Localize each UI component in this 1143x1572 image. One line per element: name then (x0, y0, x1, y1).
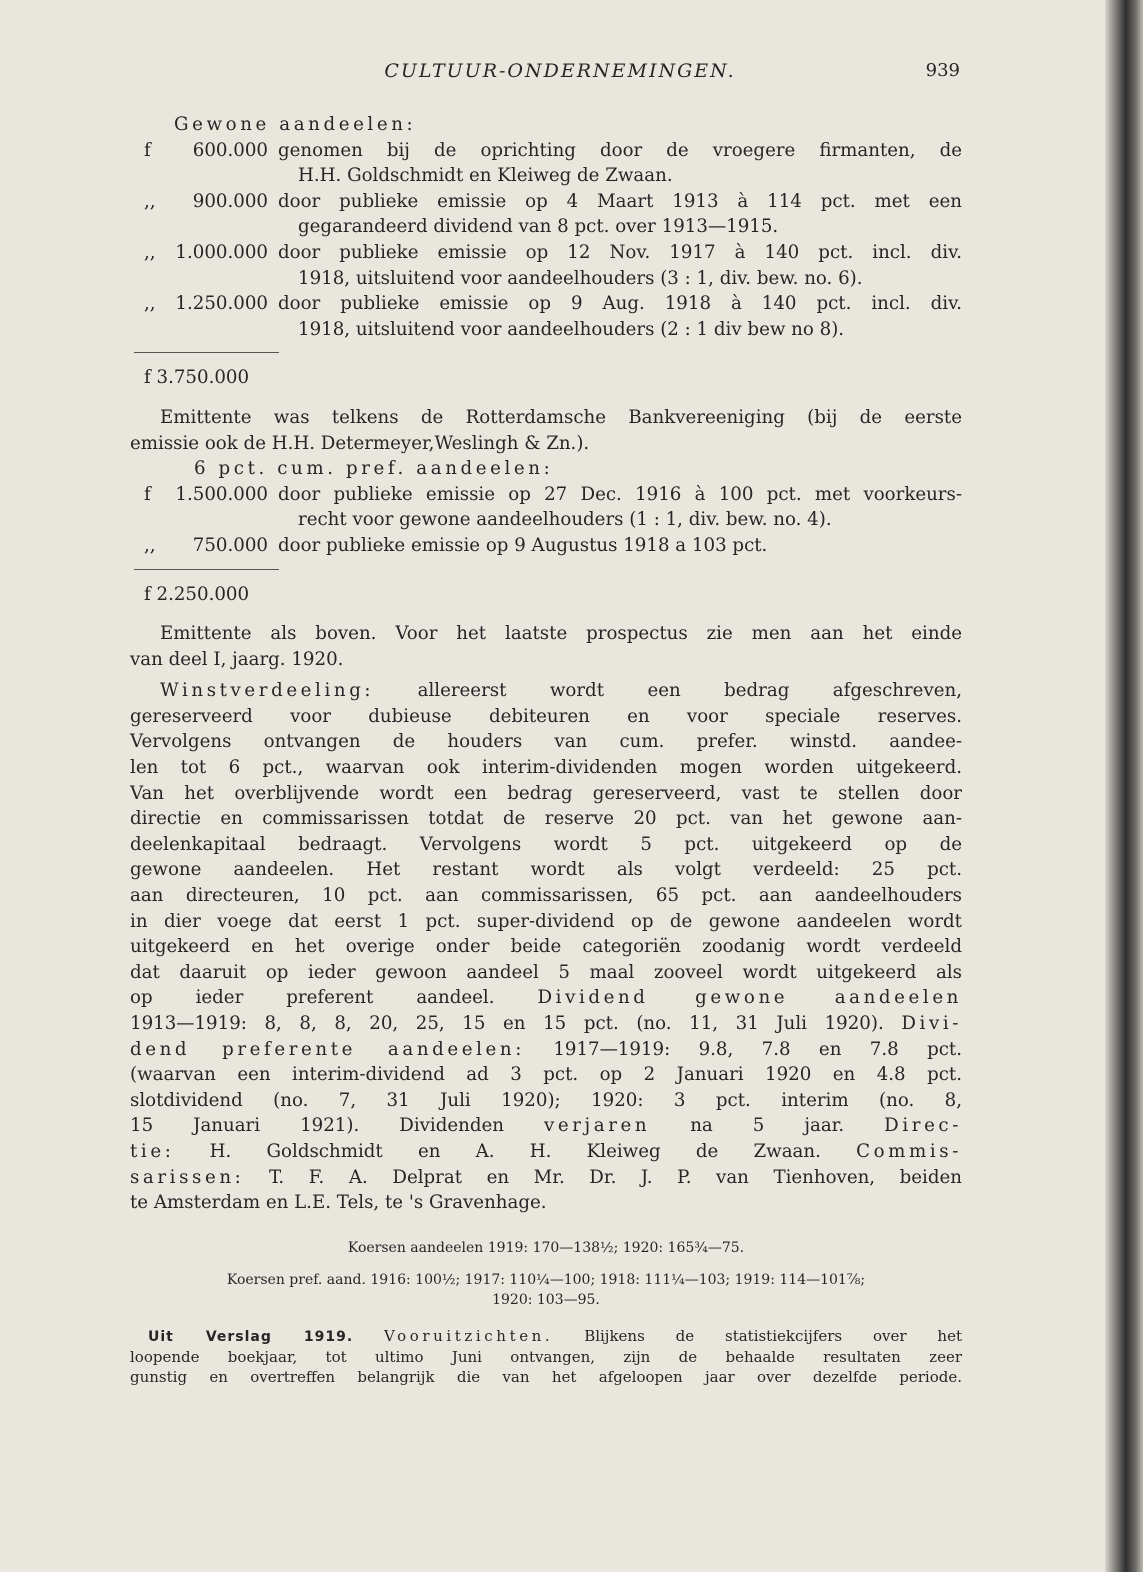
pref-issue-list (130, 482, 962, 559)
winst-line: gewone aandeelen. Het restant wordt als volgt verdeeld: 25 pct. (130, 859, 962, 881)
sum-rule (134, 569, 279, 570)
issue-row (130, 189, 962, 240)
page-edge-shadow (1105, 0, 1143, 1572)
issue-description: door publieke emissie op 4 Maart 1913 à 114 pct. met een gegarandeerd dividend van 8 pct. over 1913—1915. (278, 190, 962, 238)
issue-row (130, 138, 962, 189)
winst-line: Vervolgens ontvangen de houders van cum. prefer. winstd. aandee- (130, 731, 962, 753)
page-number: 939 (925, 60, 960, 81)
winstverdeeling-paragraph: Winstverdeeling: allereerst wordt een bedrag afgeschreven, gereserveerd voor dubieuse debiteuren en voor speciale reserves. Vervolgens ontvangen de houders van cum. prefer. winstd. aandee- len tot 6 pct., waarvan ook interim-dividenden mogen worden uitgekeerd. Van het overblijvende wordt een bedrag gereserveerd, vast te stellen door directie en commissarissen totdat de reserve 20 pct. van het gewone aan- deelenkapitaal bedraagt. Vervolgens wordt 5 pct. uitgekeerd op de gewone aandeelen. Het restant wordt als volgt verdeeld: 25 pct. aan directeuren, 10 pct. aan commissarissen, 65 pct. aan aandeelhouders in dier voege dat eerst 1 pct. super-dividend op de gewone aandeelen wordt uitgekeerd en het overige onder beide categoriën zoodanig wordt verdeeld dat daaruit op ieder gewoon aandeel 5 maal zooveel wordt uitgekeerd als op ieder preferent aandeel. Dividend gewone aandeelen 1913—1919: 8, 8, 8, 20, 25, 15 en 15 pct. (no. 11, 31 Juli 1920). Divi- dend preferente aandeelen: 1917—1919: 9.8, 7.8 en 7.8 pct. (waarvan een interim-dividend ad 3 pct. op 2 Januari 1920 en 4.8 pct. slotdividend (no. 7, 31 Juli 1920); 1920: 3 pct. interim (no. 8, 15 Januari 1921). Dividenden verjaren na 5 jaar. Direc- tie: H. Goldschmidt en A. H. Kleiweg de Zwaan. Commis- sarissen: T. F. A. Delprat en Mr. Dr. J. P. van Tienhoven, beiden te Amsterdam en L.E. Tels, te 's Gravenhage. (130, 680, 962, 1214)
winst-line: len tot 6 pct., waarvan ook interim-dividenden mogen worden uitgekeerd. (130, 757, 962, 779)
pref-heading: 6 pct. cum. pref. aandeelen: (194, 458, 554, 480)
issue-row (130, 482, 962, 533)
koersen-pref-line: Koersen pref. aand. 1916: 100½; 1917: 110¼—100; 1918: 111¼—103; 1919: 114—101⅞; (226, 1271, 866, 1288)
issue-description: door publieke emissie op 12 Nov. 1917 à 140 pct. incl. div. 1918, uitsluitend voor aandeelhouders (3 : 1, div. bew. no. 6). (278, 241, 962, 289)
issue-amount: ,, 900.000 (144, 190, 268, 212)
issue-description: genomen bij de oprichting door de vroegere firmanten, de H.H. Goldschmidt en Kleiweg de Zwaan. (278, 139, 962, 187)
issue-amount: ,, 1.000.000 (144, 241, 268, 263)
issue-description: door publieke emissie op 9 Augustus 1918 a 103 pct. (278, 534, 768, 556)
gewone-total: f 3.750.000 (144, 367, 250, 389)
koersen-aandeelen: Koersen aandeelen 1919: 170—138½; 1920: 165¾—75. (347, 1239, 745, 1256)
winst-label: Winstverdeeling: (160, 680, 375, 702)
emittente-line: van deel I, jaarg. 1920. (130, 648, 344, 670)
issue-row (130, 240, 962, 291)
issue-description: door publieke emissie op 27 Dec. 1916 à 100 pct. met voorkeurs- recht voor gewone aandeelhouders (1 : 1, div. bew. no. 4). (278, 483, 962, 531)
issue-amount: ,, 1.250.000 (144, 293, 268, 315)
sum-rule (134, 352, 279, 353)
gewone-heading: Gewone aandeelen: (174, 114, 417, 135)
issue-description: door publieke emissie op 9 Aug. 1918 à 140 pct. incl. div. 1918, uitsluitend voor aandeelhouders (2 : 1 div bew no 8). (278, 293, 962, 340)
winst-line: directie en commissarissen totdat de reserve 20 pct. van het gewone aan- (130, 808, 962, 830)
page-title: CULTUUR-ONDERNEMINGEN. (384, 60, 736, 82)
issue-amount: f 1.500.000 (144, 483, 268, 505)
winst-line: Van het overblijvende wordt een bedrag gereserveerd, vast te stellen door (130, 782, 962, 804)
issue-amount: ,, 750.000 (144, 534, 268, 556)
emittente-line: Emittente was telkens de Rotterdamsche Bankvereeniging (bij de eerste (160, 406, 962, 428)
running-header (160, 60, 960, 90)
winst-line: deelenkapitaal bedraagt. Vervolgens wordt 5 pct. uitgekeerd op de (130, 833, 962, 855)
verslag-paragraph: Uit Verslag 1919. Vooruitzichten. Blijkens de statistiekcijfers over het loopende boekjaar, tot ultimo Juni ontvangen, zijn de behaalde resultaten zeer gunstig en overtreffen belangrijk die van het afgeloopen jaar over dezelfde periode. (130, 1326, 962, 1386)
emittente-line: emissie ook de H.H. Determeyer,Weslingh & Zn.). (130, 432, 590, 454)
winst-line: in dier voege dat eerst 1 pct. super-dividend op de gewone aandeelen wordt (130, 910, 962, 932)
emittente-line: Emittente als boven. Voor het laatste prospectus zie men aan het einde (160, 623, 962, 645)
koersen-pref-line: 1920: 103—95. (492, 1291, 600, 1308)
issue-row (130, 533, 962, 559)
winst-line: aan directeuren, 10 pct. aan commissarissen, 65 pct. aan aandeelhouders (130, 885, 962, 907)
verslag-label: Uit Verslag 1919. (148, 1328, 354, 1345)
winst-line: dat daaruit op ieder gewoon aandeel 5 maal zooveel wordt uitgekeerd als (130, 961, 962, 983)
pref-total: f 2.250.000 (144, 583, 250, 605)
winst-line: gereserveerd voor dubieuse debiteuren en voor speciale reserves. (130, 705, 962, 727)
issue-amount: f 600.000 (144, 139, 268, 161)
gewone-issue-list (130, 138, 962, 343)
page-body (130, 112, 962, 1387)
winst-line: uitgekeerd en het overige onder beide categoriën zoodanig wordt verdeeld (130, 936, 962, 958)
issue-row (130, 291, 962, 342)
